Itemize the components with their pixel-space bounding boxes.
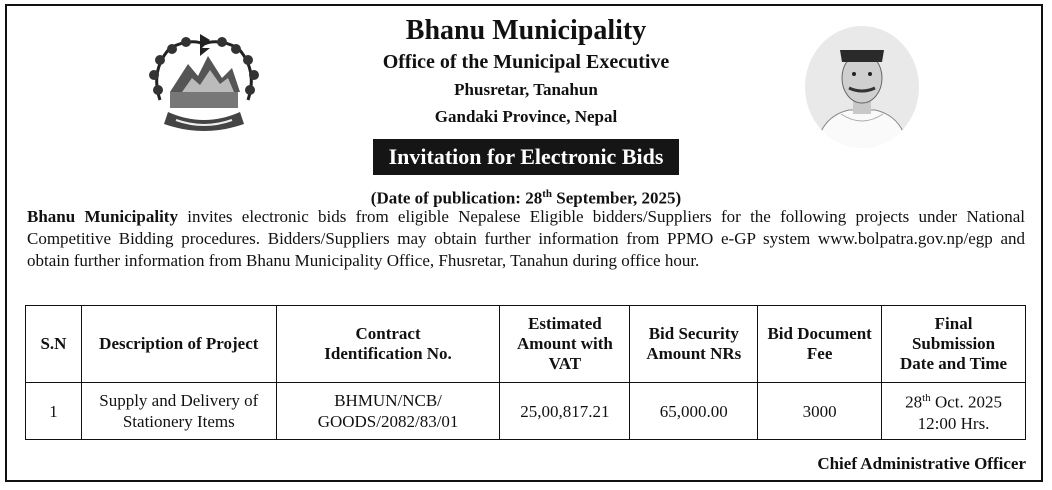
header-final-l2: Submission [911,334,996,353]
header-final-l1: Final [934,314,973,333]
header-estimate [500,306,630,383]
address-line-1: Phusretar, Tanahun [454,80,598,99]
cell-estimate: 25,00,817.21 [500,383,630,440]
header-final [882,306,1026,383]
notice-text: invites electronic bids from eligible Nepalese Eligible bidders/Suppliers for the following projects under National Competitive Bidding procedures. Bidders/Suppliers may obtain further information from PPMO e-GP system www.bolpatra.gov.np/egp and obtain further information from Bhanu Municipality Office, Fhusretar, Tanahun during office hour. [27,207,1026,270]
table-row [26,383,1026,440]
header-final-l3: Date and Time [900,354,1008,373]
header-docfee-l1: Bid Document [767,324,872,343]
cell-description-l1: Supply and Delivery of [99,391,259,410]
letterhead [300,14,752,130]
address-line-2: Gandaki Province, Nepal [434,107,618,126]
header-contract-l1: Contract [355,324,421,343]
notice-lead: Bhanu Municipality [27,207,178,226]
invitation-banner: Invitation for Electronic Bids [373,139,680,175]
header-docfee-l2: Fee [806,344,833,363]
header-docfee [758,306,882,383]
nepal-emblem-icon [140,30,268,142]
publication-date-prefix: (Date of publication: 28 [370,188,543,208]
cell-sn: 1 [26,383,82,440]
municipality-title: Bhanu Municipality [405,15,647,46]
cell-description-l2: Stationery Items [122,412,235,431]
header-contract-l2: Identification No. [324,344,452,363]
cell-final-rest: Oct. 2025 [930,392,1002,412]
header-security-l2: Amount NRs [646,344,742,363]
header-security [630,306,758,383]
cell-final-time: 12:00 Hrs. [917,413,990,433]
header-security-l1: Bid Security [648,324,739,343]
table-header-row [26,306,1026,383]
cell-final-sup: th [922,392,931,405]
office-name: Office of the Municipal Executive [382,51,670,73]
bid-table [25,305,1026,440]
header-contract [276,306,500,383]
header-estimate-l1: Estimated [528,314,602,333]
portrait-icon [803,24,921,150]
cell-final-day: 28 [905,392,923,412]
publication-date-suffix: September, 2025) [551,188,682,208]
header-estimate-l2: Amount with [516,334,613,353]
header-estimate-l3: VAT [548,354,582,373]
cell-final [882,383,1026,440]
cell-description [81,383,276,440]
cell-contract-l1: BHMUN/NCB/ [334,391,442,410]
header-sn: S.N [26,306,82,383]
signature: Chief Administrative Officer [817,454,1026,473]
header-description: Description of Project [81,306,276,383]
notice-paragraph [27,206,1025,272]
cell-docfee: 3000 [758,383,882,440]
cell-contract [276,383,500,440]
cell-security: 65,000.00 [630,383,758,440]
publication-date-sup: th [542,188,552,200]
cell-contract-l2: GOODS/2082/83/01 [317,412,459,431]
